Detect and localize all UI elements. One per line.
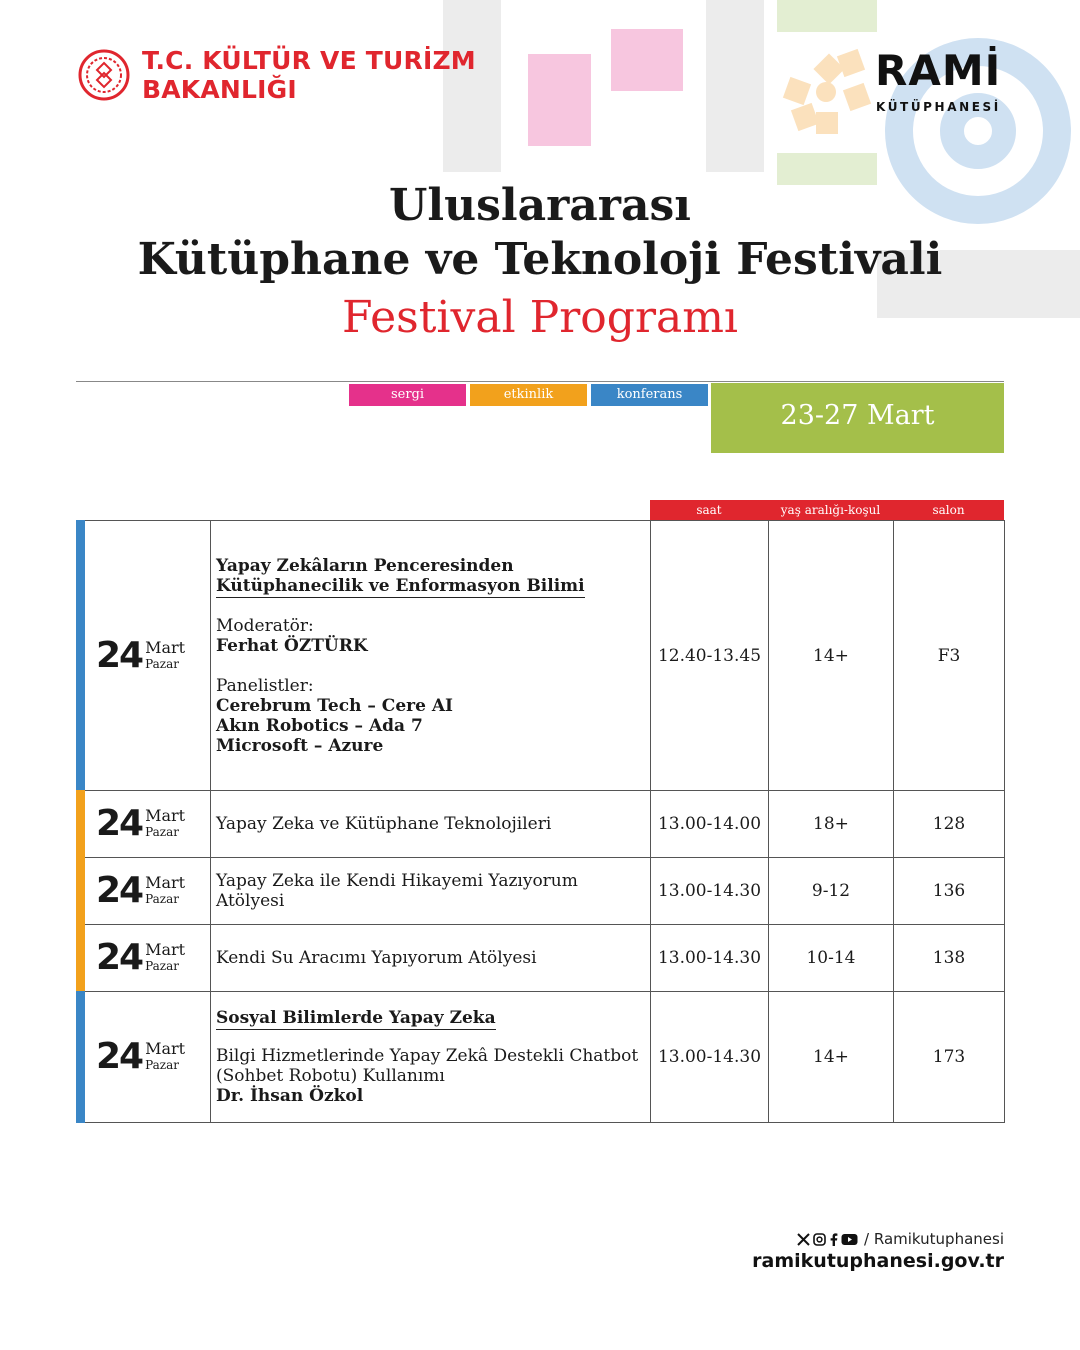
date-range-badge: 23-27 Mart [711,383,1004,453]
ministry-logo [78,46,476,104]
talk-title-line1: Bilgi Hizmetlerinde Yapay Zekâ Destekli Chatbot [216,1046,639,1066]
date-day: 24 [96,803,143,844]
date-weekday: Pazar [145,656,180,671]
instagram-icon[interactable] [813,1233,826,1246]
date-month: Mart [145,873,186,892]
event-room: 173 [894,992,1005,1123]
deco-block-gray-2 [706,0,764,172]
date-month: Mart [145,637,186,657]
date-month: Mart [145,1039,186,1058]
speaker-name: Dr. İhsan Özkol [216,1086,364,1106]
moderator-name: Ferhat ÖZTÜRK [216,635,368,656]
ministry-name-line1: T.C. KÜLTÜR VE TURİZM [142,46,476,75]
divider [76,381,1004,382]
rami-wordmark: RAMİ [875,46,1002,95]
table-row [77,521,1005,791]
event-time: 13.00-14.30 [651,992,769,1123]
event-time: 13.00-14.30 [651,925,769,992]
x-icon[interactable] [797,1233,810,1246]
panelist: Akın Robotics – Ada 7 [216,715,423,736]
event-type-bar [76,790,85,858]
youtube-icon[interactable] [841,1233,858,1246]
event-room: 128 [894,791,1005,858]
date-day: 24 [96,634,143,676]
table-row [77,858,1005,925]
table-row [77,791,1005,858]
legend-etkinlik: etkinlik [470,384,587,406]
date-day: 24 [96,870,143,911]
table-row [77,992,1005,1123]
session-title: Sosyal Bilimlerde Yapay Zeka [216,1008,496,1028]
social-handle[interactable]: / Ramikutuphanesi [864,1230,1004,1248]
rami-subtitle: KÜTÜPHANESİ [876,100,1001,114]
event-type-bar [76,924,85,992]
column-header-age: yaş aralığı-koşul [768,500,893,520]
program-subtitle: Festival Programı [342,292,738,343]
website-url[interactable]: ramikutuphanesi.gov.tr [752,1250,1004,1272]
title-line1: Uluslararası [389,180,691,231]
event-room: 136 [894,858,1005,925]
date-cell [77,925,211,992]
event-type-bar [76,857,85,925]
deco-block-pink-1 [528,54,591,146]
date-weekday: Pazar [145,825,180,839]
date-month: Mart [145,940,186,959]
event-title: Yapay Zekâların Penceresinden Kütüphanecilik ve Enformasyon Bilimi [216,555,585,596]
legend-sergi: sergi [349,384,466,406]
talk-title-line2: (Sohbet Robotu) Kullanımı [216,1066,445,1086]
schedule-table [76,520,1005,1123]
event-type-bar [76,520,85,791]
date-day: 24 [96,937,143,978]
deco-block-pink-2 [611,29,683,91]
date-weekday: Pazar [145,892,180,906]
event-time: 13.00-14.00 [651,791,769,858]
column-header-time: saat [650,500,768,520]
event-age: 14+ [769,992,894,1123]
event-time: 12.40-13.45 [651,521,769,791]
column-header-room: salon [893,500,1004,520]
event-title: Kendi Su Aracımı Yapıyorum Atölyesi [211,925,651,992]
event-age: 18+ [769,791,894,858]
date-cell [77,992,211,1123]
ministry-emblem-icon [78,49,130,101]
event-cell [211,521,651,791]
social-links [797,1230,1004,1248]
panelist: Cerebrum Tech – Cere AI [216,695,453,716]
event-age: 10-14 [769,925,894,992]
event-room: 138 [894,925,1005,992]
date-weekday: Pazar [145,1058,180,1072]
date-cell [77,521,211,791]
date-weekday: Pazar [145,959,180,973]
ministry-name-line2: BAKANLIĞI [142,75,297,104]
date-day: 24 [96,1036,143,1077]
event-age: 9-12 [769,858,894,925]
event-room: F3 [894,521,1005,791]
event-title: Yapay Zeka ile Kendi Hikayemi Yazıyorum Atölyesi [211,858,651,925]
event-time: 13.00-14.30 [651,858,769,925]
panelists-label: Panelistler: [216,675,314,696]
deco-block-green-1 [777,0,877,32]
panelist: Microsoft – Azure [216,735,384,756]
date-cell [77,858,211,925]
event-type-bar [76,991,85,1123]
legend-konferans: konferans [591,384,708,406]
title-line2: Kütüphane ve Teknoloji Festivali [137,234,943,285]
event-cell [211,992,651,1123]
date-month: Mart [145,806,186,825]
facebook-icon[interactable] [829,1233,838,1246]
event-age: 14+ [769,521,894,791]
table-row [77,925,1005,992]
event-title: Yapay Zeka ve Kütüphane Teknolojileri [211,791,651,858]
date-cell [77,791,211,858]
moderator-label: Moderatör: [216,615,314,636]
